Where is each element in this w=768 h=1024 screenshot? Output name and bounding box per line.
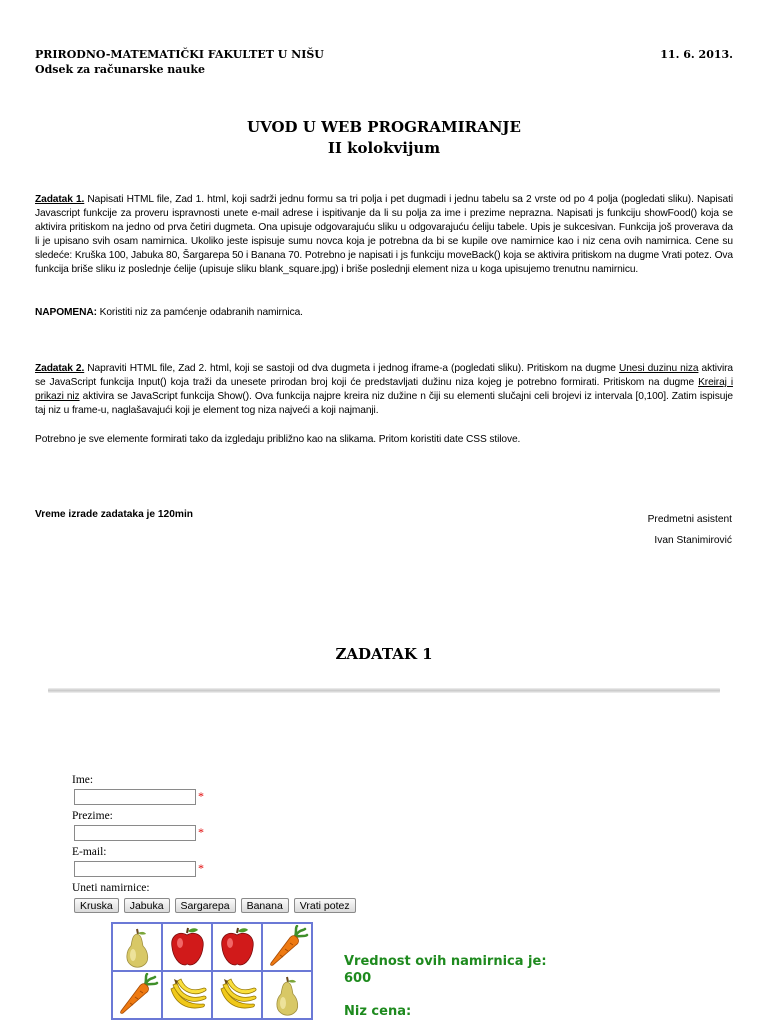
assistant-name: Ivan Stanimirović bbox=[654, 535, 732, 546]
apple-icon bbox=[165, 925, 209, 969]
food-cell bbox=[112, 923, 162, 971]
namirnice-label: Uneti namirnice: bbox=[72, 882, 150, 894]
food-table bbox=[111, 922, 313, 1020]
vrati-potez-button[interactable]: Vrati potez bbox=[294, 898, 356, 913]
food-buttons bbox=[74, 898, 356, 913]
prezime-required-mark: * bbox=[198, 825, 204, 839]
food-cell bbox=[262, 971, 312, 1019]
task-2-label: Zadatak 2. bbox=[35, 363, 85, 374]
document-date: 11. 6. 2013. bbox=[660, 48, 733, 61]
food-cell bbox=[212, 971, 262, 1019]
task-1-label: Zadatak 1. bbox=[35, 194, 85, 205]
total-value-label: Vrednost ovih namirnica je: bbox=[344, 954, 547, 969]
total-value-number: 600 bbox=[344, 971, 372, 986]
task-1-text: Napisati HTML file, Zad 1. html, koji sadrži jednu formu sa tri polja i pet dugmadi i jednu tabelu sa 2 vrste od po 4 polja (pogledati sliku). Napisati Javascript funkcije za proveru ispravnosti unete e-mail adrese i ispitivanje da li su polja za ime i prezime neprazna. Napisati js funkciju showFood() koja se aktivira pritiskom na jedno od prva četiri dugmeta. Ona upisuje odgovarajuću sliku u odgovarajuću ćeliju tabele. Upis je sukcesivan. Funkcija još proverava da li je upisano svih osam namirnica. Ukoliko jeste ispisuje sumu novca koja je potrebna da bi se kupile ove namirnice kao i niz cena ovih namirnica. Cene su sledeće: Kruška 100, Jabuka 80, Šargarepa 50 i Banana 70. Potrebno je napisati i js funkciju moveBack() koja se aktivira pritiskom na dugme Vrati potez. Ova funkcija briše sliku iz poslednje ćelije (upisuje sliku blank_square.jpg) i briše poslednji element niza u koga upisujemo trenutnu namirnicu. bbox=[35, 194, 733, 275]
jabuka-button[interactable]: Jabuka bbox=[124, 898, 170, 913]
food-cell bbox=[112, 971, 162, 1019]
banana-icon bbox=[165, 973, 209, 1017]
napomena-paragraph bbox=[35, 306, 733, 320]
food-cell bbox=[162, 971, 212, 1019]
email-required-mark: * bbox=[198, 861, 204, 875]
task-1-paragraph bbox=[35, 193, 733, 277]
food-cell bbox=[262, 923, 312, 971]
faculty-name: PRIRODNO-MATEMATIČKI FAKULTET U NIŠU bbox=[35, 48, 324, 61]
apple-icon bbox=[215, 925, 259, 969]
signature-block bbox=[648, 509, 732, 551]
napomena-label: NAPOMENA: bbox=[35, 307, 97, 318]
napomena-text: Koristiti niz za pamćenje odabranih namirnica. bbox=[96, 307, 303, 318]
food-cell bbox=[162, 923, 212, 971]
food-form bbox=[72, 773, 204, 895]
document-title bbox=[0, 117, 768, 159]
pear-icon bbox=[265, 973, 309, 1017]
prezime-label: Prezime: bbox=[72, 810, 113, 822]
title-line-2: II kolokvijum bbox=[327, 139, 441, 157]
horizontal-rule bbox=[48, 688, 720, 693]
note-paragraph: Potrebno je sve elemente formirati tako da izgledaju približno kao na slikama. Pritom koristiti date CSS stilove. bbox=[35, 434, 521, 445]
ime-label: Ime: bbox=[72, 774, 94, 786]
sargarepa-button[interactable]: Sargarepa bbox=[175, 898, 236, 913]
banana-button[interactable]: Banana bbox=[241, 898, 289, 913]
assistant-role: Predmetni asistent bbox=[647, 514, 732, 525]
time-limit: Vreme izrade zadataka je 120min bbox=[35, 509, 193, 520]
email-label: E-mail: bbox=[72, 846, 107, 858]
total-value bbox=[344, 953, 547, 987]
task-2-text-a: Napraviti HTML file, Zad 2. html, koji se sastoji od dva dugmeta i jednog iframe-a (pogledati sliku). Pritiskom na dugme bbox=[84, 363, 619, 374]
ime-required-mark: * bbox=[198, 789, 204, 803]
email-input[interactable] bbox=[74, 861, 196, 877]
pear-icon bbox=[115, 925, 159, 969]
department-name: Odsek za računarske nauke bbox=[35, 63, 206, 76]
table-row bbox=[112, 923, 312, 971]
title-line-1: UVOD U WEB PROGRAMIRANJE bbox=[247, 118, 521, 136]
kruska-button[interactable]: Kruska bbox=[74, 898, 119, 913]
document-header bbox=[35, 47, 733, 77]
ime-input[interactable] bbox=[74, 789, 196, 805]
task-2-link-unesi: Unesi duzinu niza bbox=[618, 363, 699, 374]
task-2-link-kreiraj: Kreiraj i prikazi niz bbox=[35, 377, 733, 402]
banana-icon bbox=[215, 973, 259, 1017]
price-array-label: Niz cena: bbox=[344, 1004, 412, 1019]
task-2-text-c: aktivira se JavaScript funkcija Show(). Ova funkcija najpre kreira niz dužine n čiji su elementi slučajni celi brojevi iz intervala [0,100]. Zatim ispisuje taj niz u frame-u, naglašavajući koji je element tog niza najveći a koji najmanji. bbox=[35, 391, 733, 416]
carrot-icon bbox=[265, 925, 309, 969]
carrot-icon bbox=[115, 973, 159, 1017]
prezime-input[interactable] bbox=[74, 825, 196, 841]
section-title: ZADATAK 1 bbox=[335, 645, 433, 663]
food-cell bbox=[212, 923, 262, 971]
task-2-paragraph bbox=[35, 362, 733, 418]
table-row bbox=[112, 971, 312, 1019]
task-2-text-b: aktivira se JavaScript funkcija Input() koja traži da unesete prirodan broj koji će predstavljati dužinu niza kojeg je potrebno formirati. Pritiskom na dugme bbox=[35, 363, 733, 388]
